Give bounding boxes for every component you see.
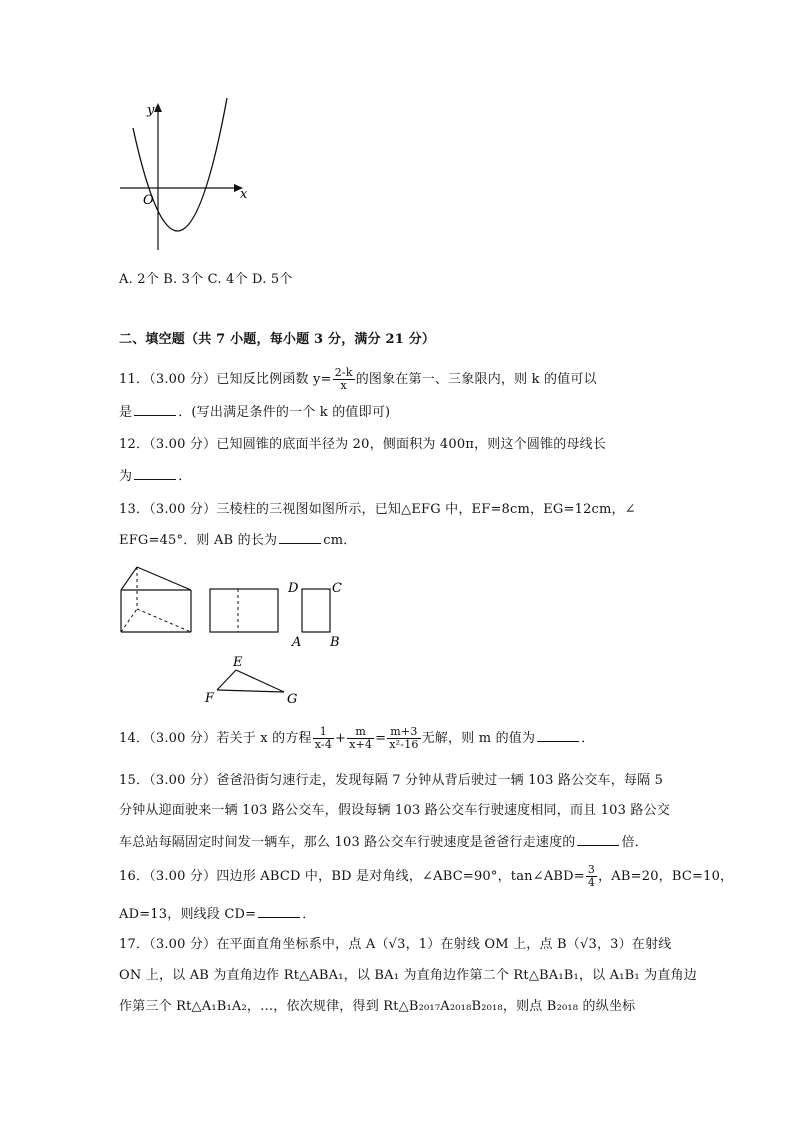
q14-text-c: ． bbox=[581, 731, 595, 746]
q11-text-b: 的图象在第一、三象限内，则 k 的值可以 bbox=[355, 372, 597, 387]
q14-frac2 bbox=[347, 726, 374, 751]
q12-text-b: ． bbox=[178, 469, 192, 484]
q17-line3: 作第三个 Rt△A₁B₁A₂，…，依次规律，得到 Rt△B₂₀₁₇A₂₀₁₈B₂₀₁₈，则点 B₂₀₁₈ 的纵坐标 bbox=[119, 999, 636, 1014]
q15-line2: 分钟从迎面驶来一辆 103 路公交车，假设每辆 103 路公交车行驶速度相同，而且 103 路公交 bbox=[119, 803, 671, 818]
q16-line2 bbox=[119, 906, 315, 923]
q12-text-a: 为 bbox=[119, 469, 133, 484]
label-e: E bbox=[233, 655, 243, 670]
front-view bbox=[210, 589, 278, 632]
q15-line1: 15．（3.00 分）爸爸沿街匀速行走，发现每隔 7 分钟从背后驶过一辆 103 路公交车，每隔 5 bbox=[119, 773, 664, 788]
label-g: G bbox=[287, 692, 298, 707]
three-views-figure bbox=[112, 560, 352, 710]
parabola-graph bbox=[115, 98, 255, 258]
label-a: A bbox=[292, 635, 302, 650]
q11-frac-den: x bbox=[340, 379, 347, 392]
q16-fraction bbox=[586, 864, 597, 889]
q12-line1: 12．（3.00 分）已知圆锥的底面半径为 20，侧面积为 400π，则这个圆锥的母线长 bbox=[119, 437, 607, 452]
q14-frac2-den: x+4 bbox=[349, 738, 373, 751]
q14-frac1-den: x-4 bbox=[314, 738, 333, 751]
q16-answer-blank[interactable] bbox=[258, 906, 300, 918]
q11-line1 bbox=[119, 367, 597, 392]
q14-plus: + bbox=[335, 731, 347, 746]
q14-frac1 bbox=[313, 726, 334, 751]
y-axis-arrow bbox=[154, 103, 162, 112]
q11-text-c: 是 bbox=[119, 405, 133, 420]
q14-frac2-num: m bbox=[347, 726, 374, 739]
q11-fraction bbox=[333, 367, 355, 392]
label-b: B bbox=[330, 635, 340, 650]
label-d: D bbox=[288, 581, 299, 596]
q16-text-b: ，AB=20，BC=10， bbox=[598, 869, 734, 884]
q14-eq: = bbox=[375, 731, 387, 746]
q17-line1: 17．（3.00 分）在平面直角坐标系中，点 A（√3，1）在射线 OM 上，点 B（√3，3）在射线 bbox=[119, 937, 672, 952]
q14-text-a: 14．（3.00 分）若关于 x 的方程 bbox=[119, 731, 312, 746]
q15-text-a: 车总站每隔固定时间发一辆车，那么 103 路公交车行驶速度是爸爸行走速度的 bbox=[119, 835, 576, 850]
q15-text-b: 倍． bbox=[621, 835, 648, 850]
q11-line2 bbox=[119, 404, 390, 421]
q11-text-d: ．(写出满足条件的一个 k 的值即可) bbox=[178, 405, 391, 420]
q12-answer-blank[interactable] bbox=[134, 468, 176, 480]
q14-frac3 bbox=[387, 726, 420, 751]
q13-text-b: cm． bbox=[323, 533, 357, 548]
label-c: C bbox=[332, 581, 342, 596]
prism-view bbox=[121, 567, 191, 632]
q16-frac-num: 3 bbox=[587, 863, 596, 876]
q11-answer-blank[interactable] bbox=[134, 404, 176, 416]
q16-text-a: 16．（3.00 分）四边形 ABCD 中，BD 是对角线，∠ABC=90°，tan∠ABD= bbox=[119, 869, 585, 884]
q13-line1: 13．（3.00 分）三棱柱的三视图如图所示，已知△EFG 中，EF=8cm，EG=12cm，∠ bbox=[119, 502, 636, 517]
q14-answer-blank[interactable] bbox=[537, 730, 579, 742]
q13-line2 bbox=[119, 532, 356, 549]
label-f: F bbox=[205, 691, 215, 706]
q14-frac1-num: 1 bbox=[313, 726, 334, 739]
q14-frac3-den: x²-16 bbox=[389, 738, 419, 751]
origin-label: O bbox=[143, 193, 154, 208]
q10-options: A. 2个 B. 3个 C. 4个 D. 5个 bbox=[119, 272, 293, 287]
q11-frac-num: 2-k bbox=[334, 366, 353, 379]
q17-line2: ON 上，以 AB 为直角边作 Rt△ABA₁，以 BA₁ 为直角边作第二个 Rt△BA₁B₁，以 A₁B₁ 为直角边 bbox=[119, 968, 697, 983]
q16-text-d: ． bbox=[302, 907, 316, 922]
q13-text-a: EFG=45°．则 AB 的长为 bbox=[119, 533, 278, 548]
q15-answer-blank[interactable] bbox=[577, 834, 619, 846]
q16-text-c: AD=13，则线段 CD= bbox=[119, 907, 257, 922]
q14-text-b: 无解，则 m 的值为 bbox=[421, 731, 536, 746]
section-title: 二、填空题（共 7 小题，每小题 3 分，满分 21 分） bbox=[119, 332, 436, 347]
q16-line1 bbox=[119, 864, 733, 889]
side-view bbox=[302, 589, 330, 632]
q12-line2 bbox=[119, 468, 191, 485]
triangle-efg bbox=[217, 670, 284, 692]
q13-answer-blank[interactable] bbox=[279, 532, 321, 544]
q11-text-a: 11．（3.00 分）已知反比例函数 y= bbox=[119, 372, 332, 387]
x-axis-label: x bbox=[240, 187, 248, 202]
y-axis-label: y bbox=[147, 103, 155, 118]
q16-frac-den: 4 bbox=[587, 876, 596, 889]
q15-line3 bbox=[119, 834, 648, 851]
q14-frac3-num: m+3 bbox=[387, 726, 420, 739]
q14-line bbox=[119, 726, 594, 751]
